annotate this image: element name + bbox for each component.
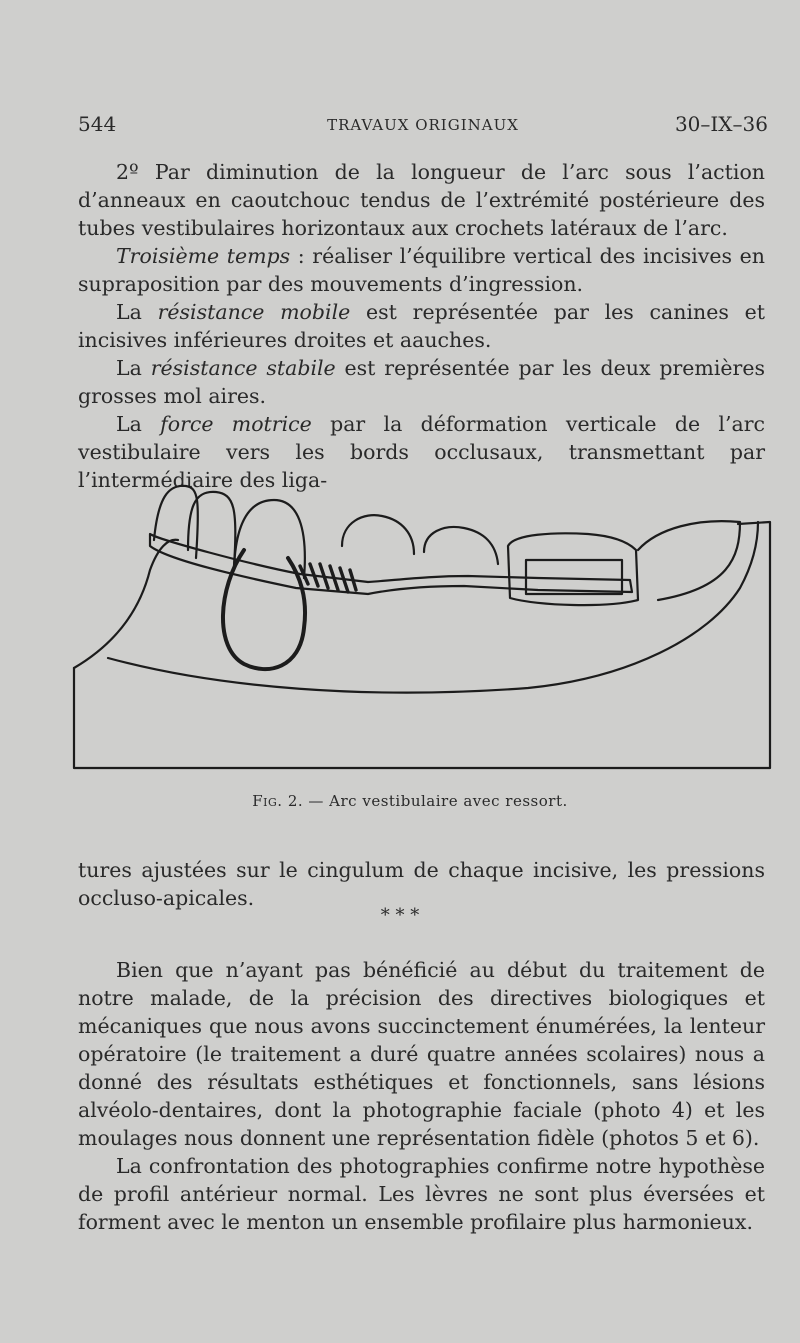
- vertical-loop: [223, 550, 305, 669]
- running-title: TRAVAUX ORIGINAUX: [327, 116, 519, 134]
- paragraph: Bien que n’ayant pas bénéficié au début du traitement de notre malade, de la précision des directives biologiques et mécaniques que nous avons succinctement énumérées, la lenteur opératoire (le traitement a duré quatre années scolaires) nous a donné des résultats esthétiques et fonctionnels, sans lésions alvéolo-dentaires, dont la photographie faciale (photo 4) et les moulages nous donnent une représentation fidèle (photos 5 et 6).: [78, 958, 765, 1150]
- continuation-paragraph: tures ajustées sur le cingulum de chaque incisive, les pressions occluso-apicales.: [78, 858, 765, 910]
- last-molar: [638, 521, 740, 600]
- section-separator: * * *: [380, 905, 420, 926]
- paragraph: [78, 158, 765, 242]
- text-segment: 2º Par diminution de la longueur de l’arc sous l’action d’anneaux en caoutchouc tendus de l’extrémité postérieure des tubes vestibulaires horizontaux aux crochets latéraux de l’arc.: [78, 160, 765, 240]
- figure-dental-arch-drawing: [68, 478, 776, 778]
- issue-date: 30–IX–36: [674, 112, 768, 136]
- vestibular-arch: [150, 534, 632, 594]
- figure-caption: [0, 792, 800, 810]
- text-segment: est représentée par les deux premières grosses mol aires.: [78, 356, 765, 408]
- text-segment: : réaliser l’équilibre vertical des incisives en supraposition par des mouvements d’ingression.: [78, 244, 765, 296]
- italic-term: résistance mobile: [157, 300, 351, 324]
- page-header: [78, 112, 768, 142]
- premolar-1: [342, 515, 414, 554]
- body-text-bottom: [78, 956, 765, 1236]
- italic-term: résistance stabile: [150, 356, 336, 380]
- text-segment: est représentée par les canines et incisives inférieures droites et aauches.: [78, 300, 765, 352]
- paragraph: [78, 298, 765, 354]
- gum-line: [74, 540, 178, 668]
- figure-label: Fig. 2.: [252, 792, 304, 810]
- figure-caption-text: — Arc vestibulaire avec ressort.: [303, 792, 568, 810]
- text-segment: La: [116, 300, 158, 324]
- page-number: 544: [78, 112, 117, 136]
- body-text-continuation: [78, 856, 765, 912]
- paragraph: [78, 242, 765, 298]
- body-text-top: [78, 158, 765, 494]
- text-segment: par la déformation verticale de l’arc vestibulaire vers les bords occlusaux, transmettant par l’intermédiaire des liga-: [78, 412, 765, 492]
- italic-term: Troisième temps: [116, 244, 291, 268]
- text-segment: La: [116, 356, 151, 380]
- italic-term: force motrice: [160, 412, 312, 436]
- text-segment: La: [116, 412, 161, 436]
- premolar-2: [424, 527, 498, 564]
- paragraph: La confrontation des photographies confirme notre hypothèse de profil antérieur normal. Les lèvres ne sont plus éversées et forment avec le menton un ensemble profilaire plus harmonieux.: [78, 1154, 765, 1234]
- paragraph: [78, 354, 765, 410]
- jaw-lower-curve: [108, 522, 758, 693]
